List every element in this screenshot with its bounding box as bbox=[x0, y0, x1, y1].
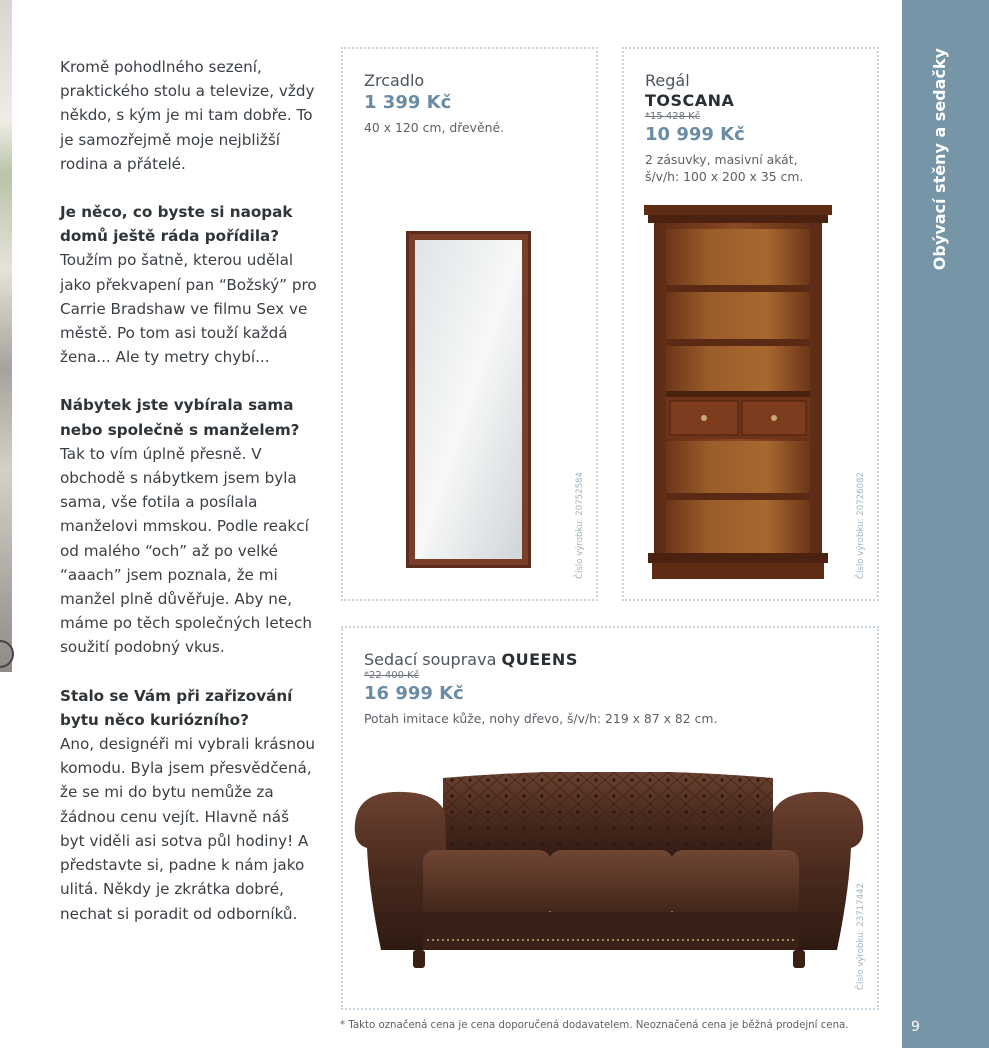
product-description: 2 zásuvky, masivní akát, bbox=[645, 152, 798, 167]
qa-block bbox=[60, 684, 318, 926]
product-title: Regál bbox=[645, 71, 690, 90]
product-description: Potah imitace kůže, nohy dřevo, š/v/h: 219 x 87 x 82 cm. bbox=[364, 711, 718, 726]
product-card-mirror[interactable] bbox=[341, 47, 598, 601]
page-number: 9 bbox=[911, 1019, 920, 1035]
product-description: 40 x 120 cm, dřevěné. bbox=[364, 120, 505, 135]
mirror-image bbox=[405, 231, 533, 571]
answer: Tak to vím úplně přesně. V obchodě s nábytkem jsem byla sama, vše fotila a posílala manželovi mmskou. Podle reakcí od malého “och” až po velké “aaach” jsem poznala, že mi manžel plně důvěřuje. Aby ne, máme po těch společných letech soužití podobný vkus. bbox=[60, 444, 312, 657]
price-footnote: * Takto označená cena je cena doporučená dodavatelem. Neoznačená cena je běžná prodejní cena. bbox=[340, 1020, 849, 1031]
answer: Ano, designéři mi vybrali krásnou komodu. Byla jsem přesvědčená, že se mi do bytu nemůže za žádnou cenu vejít. Hlavně náš byt viděli asi sotva půl hodiny! A představte si, padne k nám jako ulitá. Někdy je zkrátka dobré, nechat si poradit od odborníků. bbox=[60, 735, 316, 923]
qa-block bbox=[60, 200, 318, 369]
product-code: Číslo výrobku: 20752584 bbox=[575, 472, 585, 579]
product-price: 16 999 Kč bbox=[364, 683, 464, 704]
product-title-line bbox=[364, 650, 864, 670]
interview-article bbox=[60, 55, 318, 950]
section-title-text: Obývací stěny a sedačky bbox=[930, 48, 949, 271]
product-title: Zrcadlo bbox=[364, 71, 425, 90]
product-card-sofa[interactable] bbox=[341, 626, 879, 1010]
product-brand: QUEENS bbox=[501, 650, 578, 669]
product-card-shelf[interactable] bbox=[622, 47, 879, 601]
product-old-price: *22 400 Kč bbox=[364, 670, 420, 681]
section-title bbox=[906, 48, 949, 271]
bookshelf-image bbox=[644, 205, 834, 585]
product-old-price: *15 428 Kč bbox=[645, 111, 701, 122]
product-code: Číslo výrobku: 20726082 bbox=[856, 472, 866, 579]
product-brand: TOSCANA bbox=[645, 91, 735, 110]
cropped-photo-edge bbox=[0, 0, 12, 672]
question: Stalo se Vám při zařizování bytu něco kuriózního? bbox=[60, 686, 293, 729]
question: Nábytek jste vybírala sama nebo společně s manželem? bbox=[60, 396, 300, 439]
product-price: 10 999 Kč bbox=[645, 124, 745, 145]
product-description: š/v/h: 100 x 200 x 35 cm. bbox=[645, 169, 804, 184]
sofa-image bbox=[353, 772, 865, 972]
question: Je něco, co byste si naopak domů ještě ráda pořídila? bbox=[60, 203, 293, 246]
product-title: Sedací souprava bbox=[364, 650, 497, 669]
product-code: Číslo výrobku: 23717442 bbox=[856, 883, 866, 990]
qa-block bbox=[60, 393, 318, 659]
answer: Toužím po šatně, kterou udělal jako překvapení pan “Božský” pro Carrie Bradshaw ve filmu Sex ve městě. Po tom asi touží každá žena... Ale ty metry chybí... bbox=[60, 251, 317, 367]
article-intro: Kromě pohodlného sezení, praktického stolu a televize, vždy někdo, s kým je mi tam dobře. To je samozřejmě moje nejbližší rodina a přátelé. bbox=[60, 58, 315, 173]
product-price: 1 399 Kč bbox=[364, 92, 452, 113]
